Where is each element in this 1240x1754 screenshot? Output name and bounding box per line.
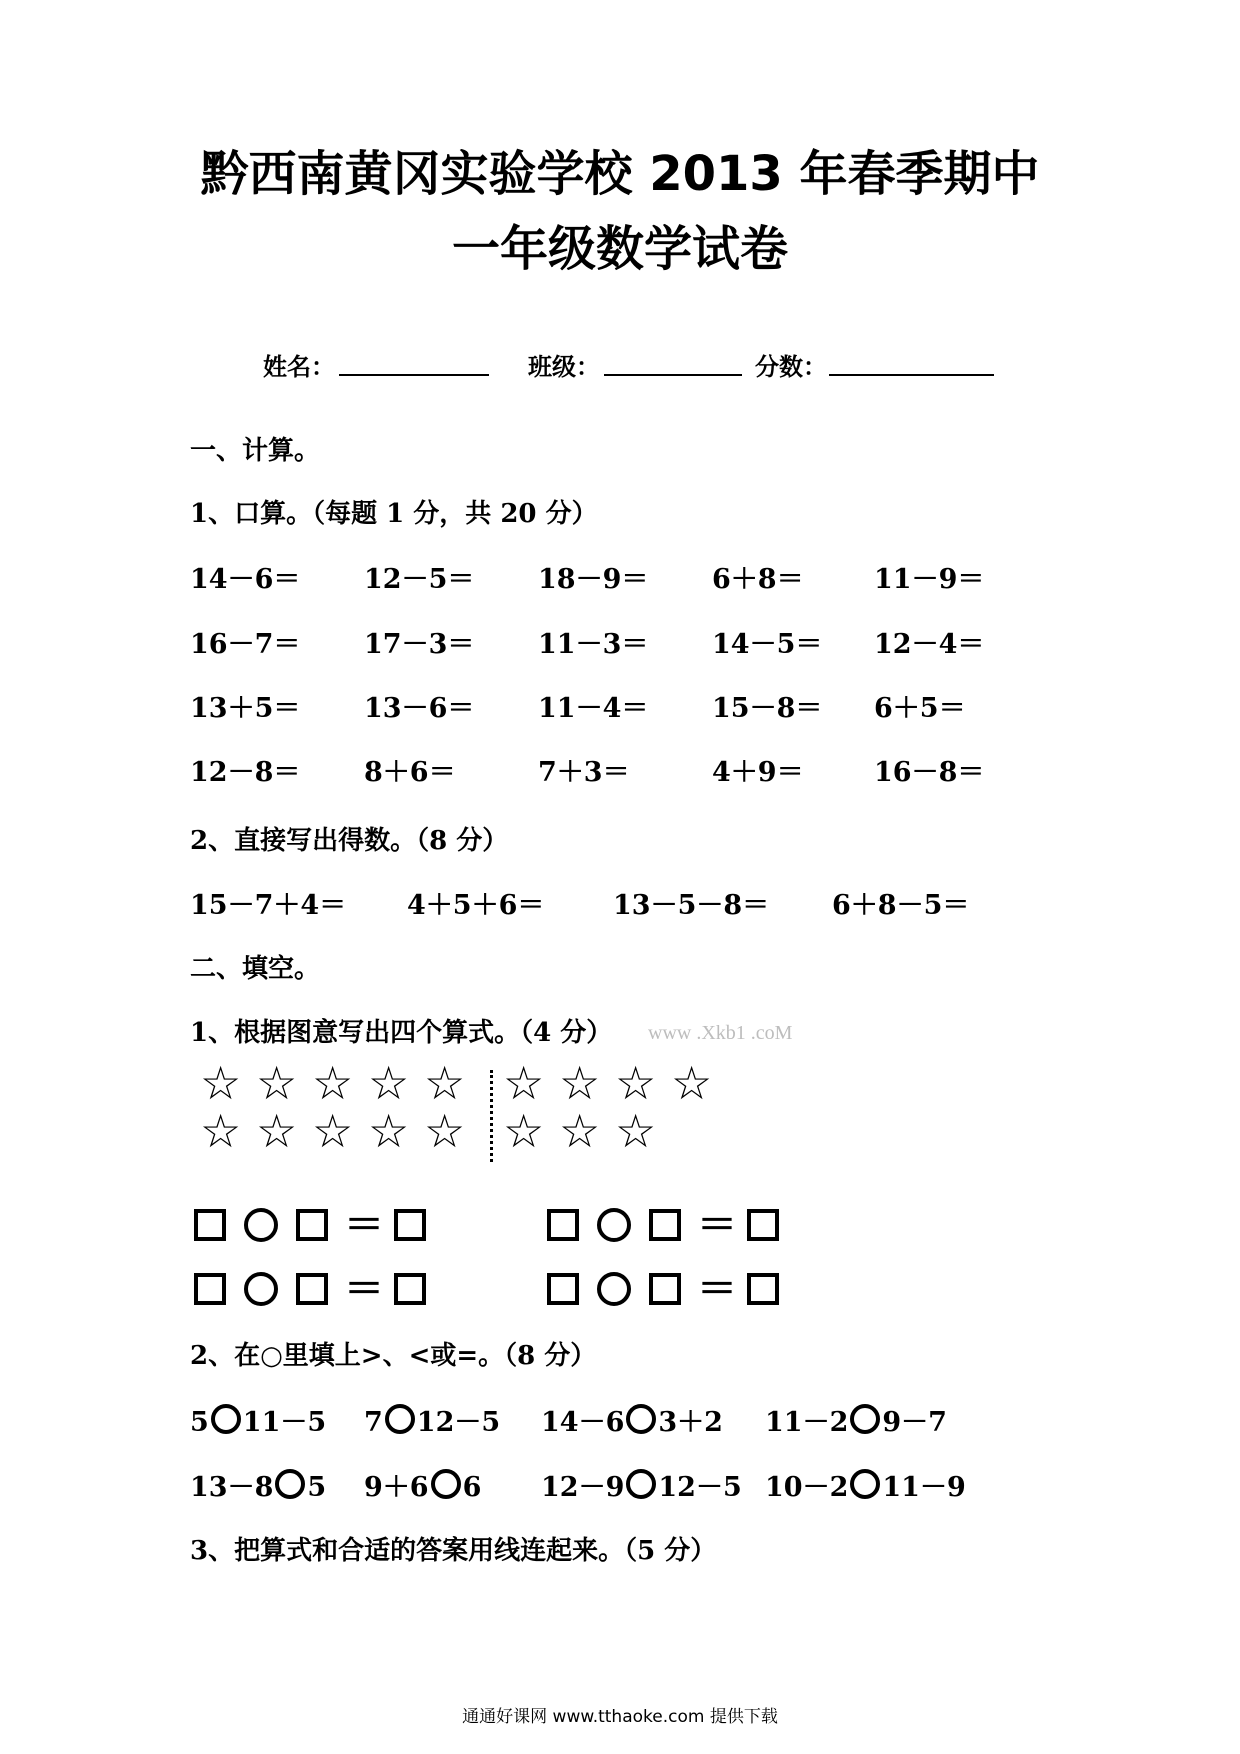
fill-q2-heading: 2、在○里填上>、<或=。（8 分）	[190, 1341, 597, 1371]
star-icon: ☆	[200, 1104, 242, 1158]
name-label: 姓名：	[263, 352, 335, 381]
section-2-heading: 二、填空。	[190, 954, 321, 984]
equals-sign: ＝	[697, 1201, 737, 1248]
q1-heading: 1、口算。（每题 1 分，共 20 分）	[190, 499, 598, 529]
compare-left: 13－8	[190, 1472, 274, 1503]
star-icon: ☆	[368, 1056, 410, 1110]
compare-circle[interactable]	[385, 1404, 415, 1434]
answer-box[interactable]	[747, 1209, 779, 1241]
answer-box[interactable]	[649, 1273, 681, 1305]
compare-right: 11－9	[882, 1472, 966, 1503]
oral-calc-item: 16－8＝	[874, 757, 985, 788]
star-icon: ☆	[503, 1104, 545, 1158]
oral-calc-item: 14－6＝	[190, 564, 301, 595]
answer-box[interactable]	[194, 1209, 226, 1241]
compare-item	[364, 1400, 500, 1439]
star-icon: ☆	[368, 1104, 410, 1158]
star-icon: ☆	[615, 1056, 657, 1110]
operator-circle[interactable]	[597, 1272, 631, 1306]
operator-circle[interactable]	[597, 1208, 631, 1242]
direct-calc-item: 15－7＋4＝	[190, 890, 347, 921]
compare-circle[interactable]	[626, 1469, 656, 1499]
title-line-1: 黔西南黄冈实验学校 2013 年春季期中	[200, 146, 1040, 202]
compare-right: 3＋2	[658, 1407, 723, 1438]
compare-right: 9－7	[882, 1407, 947, 1438]
star-icon: ☆	[200, 1056, 242, 1110]
direct-calc-item: 6＋8－5＝	[832, 890, 970, 921]
direct-calc-item: 4＋5＋6＝	[407, 890, 545, 921]
oral-calc-item: 13－6＝	[364, 693, 475, 724]
class-blank[interactable]	[604, 374, 742, 376]
star-icon: ☆	[312, 1056, 354, 1110]
compare-item	[541, 1465, 742, 1504]
star-icon: ☆	[559, 1056, 601, 1110]
equals-sign: ＝	[344, 1201, 384, 1248]
answer-box[interactable]	[747, 1273, 779, 1305]
oral-calc-item: 18－9＝	[538, 564, 649, 595]
fill-q3-heading: 3、把算式和合适的答案用线连起来。（5 分）	[190, 1536, 717, 1566]
compare-right: 12－5	[658, 1472, 742, 1503]
oral-calc-item: 14－5＝	[712, 629, 823, 660]
compare-item	[190, 1465, 326, 1504]
equals-sign: ＝	[344, 1265, 384, 1312]
compare-left: 7	[364, 1407, 383, 1438]
score-label: 分数：	[755, 352, 827, 381]
oral-calc-item: 8＋6＝	[364, 757, 456, 788]
oral-calc-item: 12－4＝	[874, 629, 985, 660]
star-icon: ☆	[256, 1056, 298, 1110]
name-blank[interactable]	[339, 374, 489, 376]
oral-calc-item: 7＋3＝	[538, 757, 630, 788]
answer-box[interactable]	[296, 1209, 328, 1241]
compare-left: 11－2	[765, 1407, 849, 1438]
compare-left: 10－2	[765, 1472, 849, 1503]
compare-circle[interactable]	[626, 1404, 656, 1434]
oral-calc-item: 6＋8＝	[712, 564, 804, 595]
compare-circle[interactable]	[211, 1404, 241, 1434]
answer-box[interactable]	[547, 1209, 579, 1241]
class-label: 班级：	[528, 352, 600, 381]
oral-calc-item: 11－4＝	[538, 693, 649, 724]
star-icon: ☆	[671, 1056, 713, 1110]
star-icon: ☆	[256, 1104, 298, 1158]
answer-box[interactable]	[394, 1209, 426, 1241]
watermark-text: www .Xkb1 .coM	[648, 1022, 793, 1044]
oral-calc-item: 12－5＝	[364, 564, 475, 595]
star-icon: ☆	[424, 1056, 466, 1110]
section-1-heading: 一、计算。	[190, 436, 321, 466]
star-icon: ☆	[559, 1104, 601, 1158]
star-icon: ☆	[424, 1104, 466, 1158]
oral-calc-item: 6＋5＝	[874, 693, 966, 724]
dotted-divider	[490, 1070, 493, 1162]
oral-calc-item: 12－8＝	[190, 757, 301, 788]
operator-circle[interactable]	[244, 1208, 278, 1242]
answer-box[interactable]	[394, 1273, 426, 1305]
operator-circle[interactable]	[244, 1272, 278, 1306]
compare-right: 11－5	[242, 1407, 327, 1438]
score-blank[interactable]	[829, 374, 994, 376]
compare-left: 12－9	[541, 1472, 625, 1503]
oral-calc-item: 15－8＝	[712, 693, 823, 724]
compare-left: 9＋6	[364, 1472, 429, 1503]
footer-text: 通通好课网 www.tthaoke.com 提供下载	[462, 1707, 778, 1727]
equals-sign: ＝	[697, 1265, 737, 1312]
compare-circle[interactable]	[431, 1469, 461, 1499]
compare-item	[765, 1400, 947, 1439]
answer-box[interactable]	[296, 1273, 328, 1305]
compare-circle[interactable]	[850, 1404, 880, 1434]
direct-calc-item: 13－5－8＝	[613, 890, 770, 921]
compare-item	[765, 1465, 966, 1504]
compare-item	[364, 1465, 481, 1504]
answer-box[interactable]	[547, 1273, 579, 1305]
answer-box[interactable]	[649, 1209, 681, 1241]
compare-left: 5	[190, 1407, 209, 1438]
compare-right: 12－5	[416, 1407, 501, 1438]
answer-box[interactable]	[194, 1273, 226, 1305]
fill-q1-heading: 1、根据图意写出四个算式。（4 分）	[190, 1018, 613, 1048]
compare-right: 5	[307, 1472, 327, 1503]
oral-calc-item: 17－3＝	[364, 629, 475, 660]
compare-item	[190, 1400, 326, 1439]
oral-calc-item: 11－9＝	[874, 564, 985, 595]
compare-left: 14－6	[541, 1407, 625, 1438]
compare-circle[interactable]	[850, 1469, 880, 1499]
compare-item	[541, 1400, 723, 1439]
oral-calc-item: 11－3＝	[538, 629, 649, 660]
star-icon: ☆	[312, 1104, 354, 1158]
oral-calc-item: 13＋5＝	[190, 693, 301, 724]
star-icon: ☆	[615, 1104, 657, 1158]
title-line-2: 一年级数学试卷	[451, 221, 788, 277]
q2-heading: 2、直接写出得数。（8 分）	[190, 826, 509, 856]
oral-calc-item: 4＋9＝	[712, 757, 804, 788]
star-icon: ☆	[503, 1056, 545, 1110]
compare-circle[interactable]	[275, 1469, 305, 1499]
compare-right: 6	[462, 1472, 482, 1503]
oral-calc-item: 16－7＝	[190, 629, 301, 660]
